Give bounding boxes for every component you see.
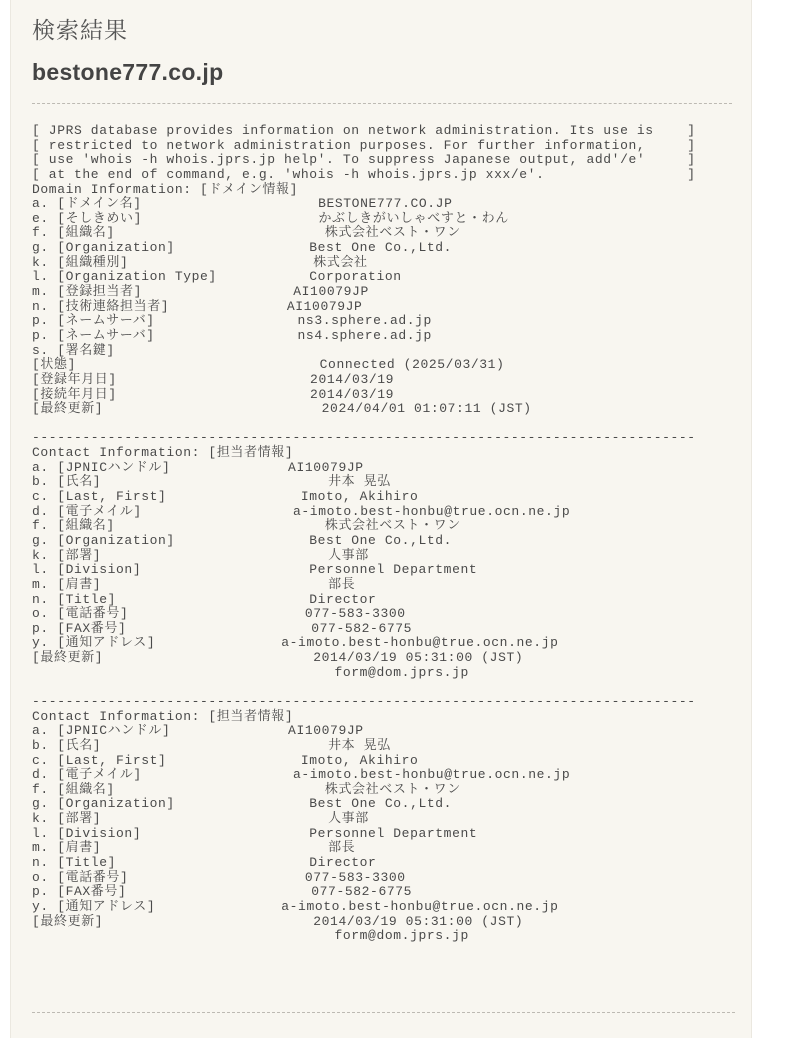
field-label: o. [電話番号] (32, 606, 129, 622)
field-padding (115, 782, 325, 797)
field-padding (142, 767, 293, 782)
field-padding (115, 518, 325, 533)
contact-info-row (32, 490, 696, 505)
field-label: m. [肩書] (32, 840, 102, 856)
blank-line (32, 417, 696, 432)
field-padding (101, 738, 328, 753)
field-value: form@dom.jprs.jp (334, 928, 469, 944)
notice-line (32, 124, 696, 139)
field-padding (142, 211, 318, 226)
field-padding (115, 225, 325, 240)
contact-info-row (32, 724, 696, 739)
field-value: 人事部 (328, 547, 369, 563)
field-value: AI10079JP (288, 723, 364, 739)
field-label: a. [ドメイン名] (32, 196, 142, 212)
notice-text: [ use 'whois -h whois.jprs.jp help'. To suppress Japanese output, add'/e' ] (32, 152, 696, 168)
contact-info-row (32, 563, 696, 578)
field-padding (169, 299, 287, 314)
notice-line (32, 153, 696, 168)
domain-info-row (32, 241, 696, 256)
domain-info-row (32, 388, 696, 403)
contact-info-row (32, 651, 696, 666)
contact-info-row (32, 549, 696, 564)
field-value: Best One Co.,Ltd. (309, 532, 453, 548)
field-label: [接続年月日] (32, 386, 117, 402)
separator: ------------------------------------------------------------------------------- (32, 693, 696, 709)
field-label: n. [技術連絡担当者] (32, 298, 170, 314)
domain-name-heading: bestone777.co.jp (32, 59, 224, 85)
field-label: c. [Last, First] (32, 752, 167, 768)
field-label: l. [Division] (32, 825, 142, 841)
field-value: 2014/03/19 (310, 371, 395, 387)
field-padding (155, 899, 281, 914)
field-padding (117, 387, 310, 402)
field-label: m. [肩書] (32, 576, 102, 592)
field-padding (116, 855, 309, 870)
field-padding (126, 884, 311, 899)
field-value: 部長 (328, 576, 356, 592)
contact-info-row (32, 666, 696, 681)
contact-info-row (32, 812, 696, 827)
field-label: f. [組織名] (32, 225, 115, 241)
field-value: form@dom.jprs.jp (334, 664, 469, 680)
field-padding (103, 401, 321, 416)
field-value: Corporation (309, 269, 402, 285)
domain-info-row (32, 256, 696, 271)
notice-text: [ JPRS database provides information on network administration. Its use is ] (32, 123, 696, 138)
domain-info-heading (32, 183, 696, 198)
field-padding (126, 621, 311, 636)
contact-info-row (32, 900, 696, 915)
field-label: p. [ネームサーバ] (32, 313, 155, 329)
field-padding (101, 548, 328, 563)
field-padding (142, 284, 293, 299)
field-padding (142, 504, 293, 519)
contact-info-row (32, 841, 696, 856)
field-value: Connected (2025/03/31) (319, 357, 505, 373)
domain-info-row (32, 197, 696, 212)
field-padding (101, 840, 328, 855)
field-label: m. [登録担当者] (32, 284, 143, 300)
contact-info-row (32, 871, 696, 886)
field-label: o. [電話番号] (32, 869, 129, 885)
whois-output (32, 124, 696, 944)
field-label: [状態] (32, 357, 77, 373)
field-padding (141, 826, 309, 841)
field-value: かぶしきがいしゃべすと・わん (318, 210, 509, 226)
domain-info-row (32, 329, 696, 344)
domain-info-row (32, 402, 696, 417)
field-label: b. [氏名] (32, 474, 102, 490)
contact-info-row (32, 622, 696, 637)
field-value: a-imoto.best-honbu@true.ocn.ne.jp (292, 503, 571, 519)
notice-text: [ at the end of command, e.g. 'whois -h whois.jprs.jp xxx/e'. ] (32, 166, 696, 182)
field-label: p. [ネームサーバ] (32, 327, 155, 343)
field-label: c. [Last, First] (32, 489, 167, 505)
contact-info-row (32, 783, 696, 798)
field-label: p. [FAX番号] (32, 884, 127, 900)
field-value: BESTONE777.CO.JP (318, 196, 453, 212)
field-value: 077-583-3300 (304, 606, 406, 622)
contact-info-row (32, 534, 696, 549)
field-value: ns3.sphere.ad.jp (297, 313, 432, 329)
field-value: Best One Co.,Ltd. (309, 796, 453, 812)
field-value: 2024/04/01 01:07:11 (JST) (321, 401, 532, 417)
blank-line (32, 680, 696, 695)
field-value: Imoto, Akihiro (300, 489, 419, 505)
field-label: f. [組織名] (32, 781, 115, 797)
field-value: 株式会社ベスト・ワン (324, 518, 461, 534)
field-padding (141, 562, 309, 577)
field-label: k. [組織種別] (32, 254, 129, 270)
field-value: 077-583-3300 (304, 869, 406, 885)
field-value: 077-582-6775 (311, 884, 413, 900)
field-value: Imoto, Akihiro (300, 752, 419, 768)
contact-info-row (32, 636, 696, 651)
field-padding (175, 240, 309, 255)
separator-line (32, 431, 696, 446)
field-padding (128, 606, 304, 621)
field-value: AI10079JP (293, 284, 369, 300)
field-padding (103, 914, 313, 929)
field-label: [最終更新] (32, 401, 104, 417)
field-padding (166, 753, 300, 768)
field-padding (103, 650, 313, 665)
field-label: a. [JPNICハンドル] (32, 459, 171, 475)
field-label: n. [Title] (32, 855, 117, 871)
domain-info-row (32, 270, 696, 285)
notice-line (32, 168, 696, 183)
section-heading: Contact Information: [担当者情報] (32, 445, 294, 461)
field-label: d. [電子メイル] (32, 503, 142, 519)
contact-info-row (32, 797, 696, 812)
field-padding (166, 489, 300, 504)
contact-info-row (32, 929, 696, 944)
field-padding (101, 474, 328, 489)
domain-info-row (32, 226, 696, 241)
field-label: e. [そしきめい] (32, 210, 143, 226)
field-label: p. [FAX番号] (32, 620, 127, 636)
contact-info-row (32, 768, 696, 783)
field-value: Personnel Department (309, 825, 478, 841)
notice-text: [ restricted to network administration purposes. For further information, ] (32, 137, 696, 153)
contact-info-row (32, 856, 696, 871)
field-padding (32, 665, 334, 680)
field-value: 井本 晃弘 (328, 737, 391, 753)
field-value: 2014/03/19 05:31:00 (JST) (313, 650, 524, 666)
separator-line (32, 695, 696, 710)
field-label: s. [署名鍵] (32, 342, 115, 358)
field-padding (170, 460, 288, 475)
field-padding (170, 723, 288, 738)
contact-info-row (32, 593, 696, 608)
field-label: [最終更新] (32, 913, 104, 929)
contact-info-row (32, 607, 696, 622)
page-title: 検索結果 (32, 18, 128, 44)
field-value: AI10079JP (288, 459, 364, 475)
field-value: Director (309, 855, 377, 871)
field-padding (128, 255, 313, 270)
section-heading: Domain Information: [ドメイン情報] (32, 181, 299, 197)
field-label: g. [Organization] (32, 796, 175, 812)
field-padding (142, 196, 318, 211)
field-label: g. [Organization] (32, 240, 175, 256)
contact-info-row (32, 885, 696, 900)
field-padding (101, 811, 328, 826)
field-label: d. [電子メイル] (32, 767, 142, 783)
field-padding (175, 796, 309, 811)
bottom-divider (32, 1012, 735, 1013)
field-value: Director (309, 591, 377, 607)
field-label: [最終更新] (32, 650, 104, 666)
field-label: b. [氏名] (32, 737, 102, 753)
contact-info-row (32, 754, 696, 769)
field-value: 株式会社 (313, 254, 368, 270)
field-padding (155, 328, 298, 343)
field-value: ns4.sphere.ad.jp (297, 327, 432, 343)
field-value: 人事部 (328, 811, 369, 827)
field-value: 井本 晃弘 (328, 474, 391, 490)
field-label: y. [通知アドレス] (32, 635, 156, 651)
field-value: AI10079JP (286, 298, 363, 314)
field-value: 部長 (328, 840, 356, 856)
field-value: 2014/03/19 05:31:00 (JST) (313, 913, 524, 929)
field-value: a-imoto.best-honbu@true.ocn.ne.jp (281, 898, 559, 914)
field-padding (76, 357, 320, 372)
field-padding (217, 269, 309, 284)
field-label: k. [部署] (32, 547, 102, 563)
domain-info-row (32, 358, 696, 373)
contact-info-row (32, 578, 696, 593)
field-value: 2014/03/19 (310, 386, 395, 402)
field-padding (175, 533, 309, 548)
field-label: l. [Organization Type] (32, 269, 217, 285)
contact-info-row (32, 827, 696, 842)
field-padding (155, 635, 281, 650)
top-divider (32, 103, 732, 104)
field-padding (128, 870, 304, 885)
field-label: l. [Division] (32, 562, 142, 578)
notice-line (32, 139, 696, 154)
field-label: y. [通知アドレス] (32, 898, 156, 914)
contact-info-row (32, 739, 696, 754)
section-heading: Contact Information: [担当者情報] (32, 708, 294, 724)
domain-info-row (32, 314, 696, 329)
separator: ------------------------------------------------------------------------------- (32, 430, 696, 446)
contact-info-heading (32, 710, 696, 725)
field-label: f. [組織名] (32, 518, 115, 534)
contact-info-row (32, 475, 696, 490)
field-value: a-imoto.best-honbu@true.ocn.ne.jp (292, 767, 571, 783)
field-label: g. [Organization] (32, 532, 175, 548)
field-value: Personnel Department (309, 562, 478, 578)
contact-info-row (32, 915, 696, 930)
field-value: 株式会社ベスト・ワン (324, 225, 461, 241)
domain-info-row (32, 300, 696, 315)
field-value: Best One Co.,Ltd. (309, 240, 453, 256)
field-padding (116, 592, 309, 607)
field-padding (155, 313, 298, 328)
field-padding (101, 577, 328, 592)
field-label: a. [JPNICハンドル] (32, 723, 171, 739)
field-label: [登録年月日] (32, 371, 117, 387)
field-value: a-imoto.best-honbu@true.ocn.ne.jp (281, 635, 559, 651)
field-padding (117, 372, 310, 387)
field-padding (32, 928, 334, 943)
field-value: 077-582-6775 (311, 620, 413, 636)
field-value: 株式会社ベスト・ワン (324, 781, 461, 797)
domain-info-row (32, 285, 696, 300)
field-label: k. [部署] (32, 811, 102, 827)
contact-info-heading (32, 446, 696, 461)
field-label: n. [Title] (32, 591, 117, 607)
contact-info-row (32, 519, 696, 534)
domain-info-row (32, 373, 696, 388)
